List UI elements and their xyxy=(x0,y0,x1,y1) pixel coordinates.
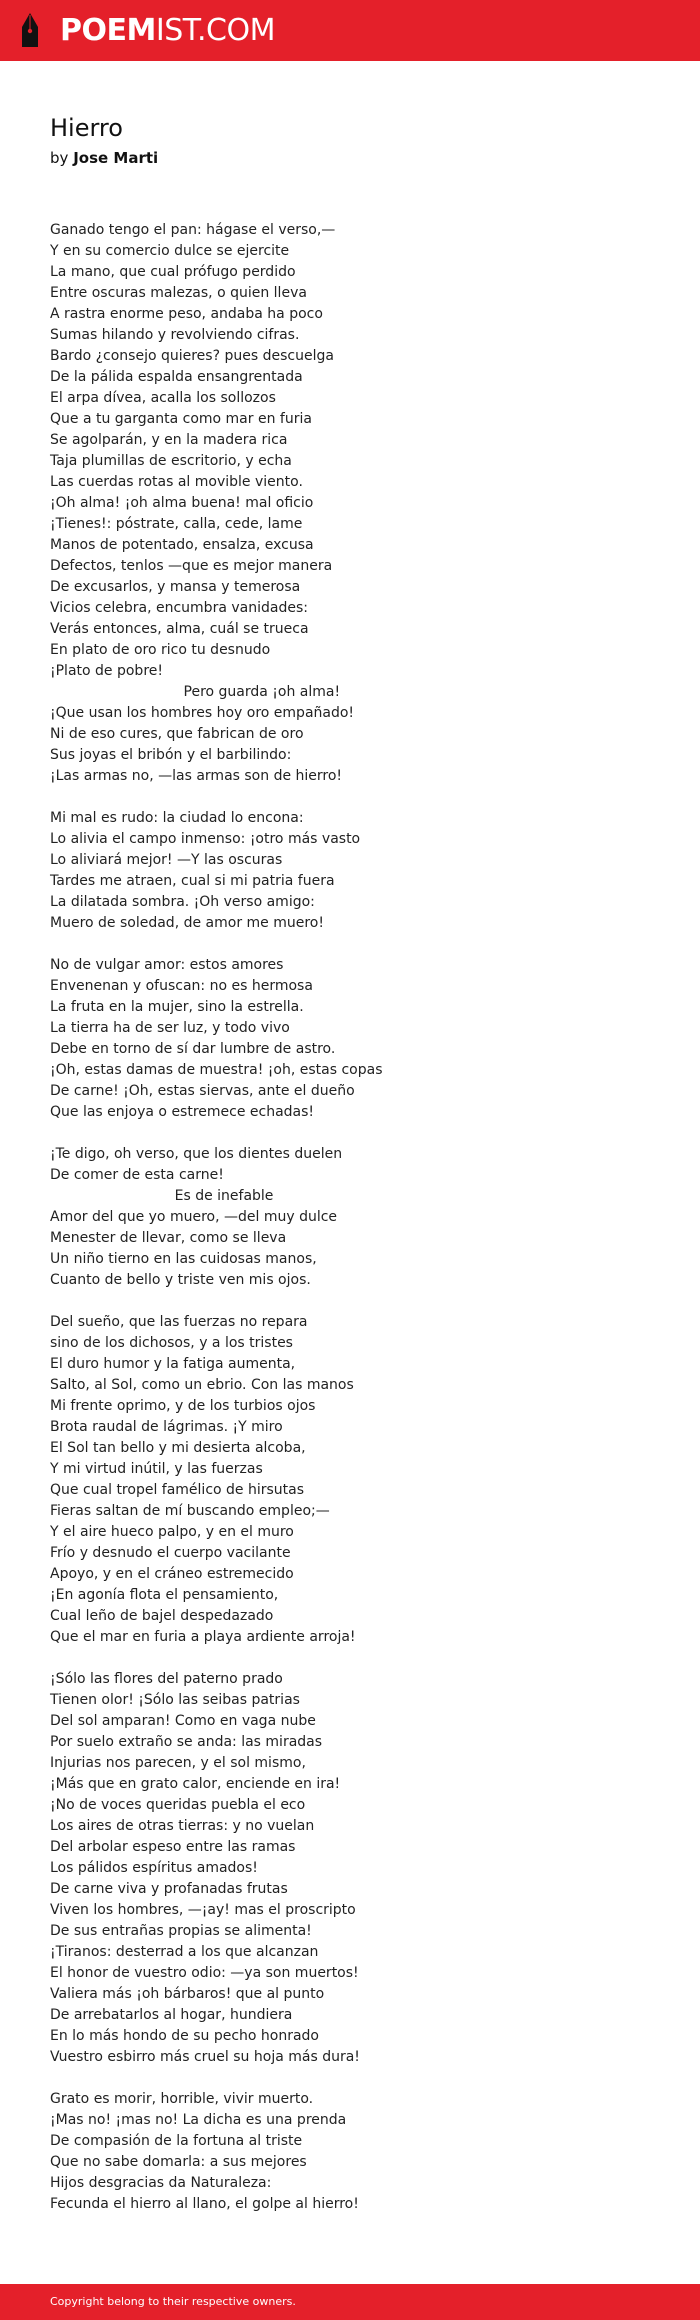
poem-line: Manos de potentado, ensalza, excusa xyxy=(50,537,314,553)
poem-line: sino de los dichosos, y a los tristes xyxy=(50,1335,293,1351)
poem-line: Entre oscuras malezas, o quien lleva xyxy=(50,285,307,301)
poem-line: ¡Tienes!: póstrate, calla, cede, lame xyxy=(50,516,303,532)
poem-stanza xyxy=(50,1669,670,2068)
poem-line: ¡Te digo, oh verso, que los dientes duelen xyxy=(50,1146,343,1162)
poem-line: Menester de llevar, como se lleva xyxy=(50,1230,287,1246)
poem-line: Envenenan y ofuscan: no es hermosa xyxy=(50,978,313,994)
poem-line: Lo aliviará mejor! —Y las oscuras xyxy=(50,852,283,868)
poem-line: Mi frente oprimo, y de los turbios ojos xyxy=(50,1398,316,1414)
stanza-break xyxy=(50,1648,670,1669)
poem-line: Que a tu garganta como mar en furia xyxy=(50,411,312,427)
poem-stanza xyxy=(50,1144,670,1291)
fountain-pen-nib-icon xyxy=(18,11,42,51)
poem-line: Fieras saltan de mí buscando empleo;— xyxy=(50,1503,330,1519)
stanza-break xyxy=(50,2068,670,2089)
poem-line: Y el aire hueco palpo, y en el muro xyxy=(50,1524,294,1540)
poem-line: Defectos, tenlos —que es mejor manera xyxy=(50,558,333,574)
poem-line: Vuestro esbirro más cruel su hoja más dura! xyxy=(50,2049,360,2065)
poem-line: Salto, al Sol, como un ebrio. Con las manos xyxy=(50,1377,354,1393)
poem-body xyxy=(50,220,670,2215)
poem-line: ¡Oh alma! ¡oh alma buena! mal oficio xyxy=(50,495,314,511)
poem-line: La mano, que cual prófugo perdido xyxy=(50,264,296,280)
poem-line: Viven los hombres, —¡ay! mas el proscripto xyxy=(50,1902,356,1918)
poem-line: Debe en torno de sí dar lumbre de astro. xyxy=(50,1041,336,1057)
poem-line: De sus entrañas propias se alimenta! xyxy=(50,1923,312,1939)
poem-line: De carne viva y profanadas frutas xyxy=(50,1881,288,1897)
poem-stanza xyxy=(50,808,670,934)
poem-line: Muero de soledad, de amor me muero! xyxy=(50,915,324,931)
poem-line: Y en su comercio dulce se ejercite xyxy=(50,243,290,259)
site-footer xyxy=(0,2284,700,2320)
poem-author[interactable]: Jose Marti xyxy=(73,149,159,167)
poem-line: Taja plumillas de escritorio, y echa xyxy=(50,453,292,469)
logo-wordmark-light: IST.COM xyxy=(155,13,275,48)
poem-line: ¡Que usan los hombres hoy oro empañado! xyxy=(50,705,355,721)
poem-line: Del sol amparan! Como en vaga nube xyxy=(50,1713,316,1729)
poem-line: Que cual tropel famélico de hirsutas xyxy=(50,1482,305,1498)
poem-line: Sus joyas el bribón y el barbilindo: xyxy=(50,747,292,763)
poem-line: Apoyo, y en el cráneo estremecido xyxy=(50,1566,294,1582)
stanza-break xyxy=(50,1123,670,1144)
poem-line: ¡Oh, estas damas de muestra! ¡oh, estas copas xyxy=(50,1062,383,1078)
poem-stanza xyxy=(50,2089,670,2215)
poem-line: Valiera más ¡oh bárbaros! que al punto xyxy=(50,1986,325,2002)
poem-line: No de vulgar amor: estos amores xyxy=(50,957,284,973)
poem-line: Tienen olor! ¡Sólo las seibas patrias xyxy=(50,1692,300,1708)
poem-line: Hijos desgracias da Naturaleza: xyxy=(50,2175,272,2191)
poem-line: Tardes me atraen, cual si mi patria fuera xyxy=(50,873,335,889)
poem-line: De la pálida espalda ensangrentada xyxy=(50,369,303,385)
poem-line: Cuanto de bello y triste ven mis ojos. xyxy=(50,1272,311,1288)
poem-line: ¡Las armas no, —las armas son de hierro! xyxy=(50,768,343,784)
poem-line: El duro humor y la fatiga aumenta, xyxy=(50,1356,296,1372)
poem-line: Sumas hilando y revolviendo cifras. xyxy=(50,327,300,343)
stanza-break xyxy=(50,934,670,955)
poem-stanza xyxy=(50,220,670,787)
poem-line: A rastra enorme peso, andaba ha poco xyxy=(50,306,323,322)
poem-byline xyxy=(50,148,158,168)
logo-wordmark-bold: POEM xyxy=(60,13,156,48)
poem-line: La dilatada sombra. ¡Oh verso amigo: xyxy=(50,894,315,910)
poem-line: De comer de esta carne! xyxy=(50,1167,224,1183)
poem-line: Del sueño, que las fuerzas no repara xyxy=(50,1314,308,1330)
poem-line: De excusarlos, y mansa y temerosa xyxy=(50,579,301,595)
poem-line: Brota raudal de lágrimas. ¡Y miro xyxy=(50,1419,283,1435)
poem-line: Se agolparán, y en la madera rica xyxy=(50,432,288,448)
poem-line: Por suelo extraño se anda: las miradas xyxy=(50,1734,323,1750)
poem-line: Y mi virtud inútil, y las fuerzas xyxy=(50,1461,263,1477)
poem-stanza xyxy=(50,955,670,1123)
poem-line: Un niño tierno en las cuidosas manos, xyxy=(50,1251,317,1267)
poem-line: El Sol tan bello y mi desierta alcoba, xyxy=(50,1440,306,1456)
poem-stanza xyxy=(50,1312,670,1648)
poem-line: Que el mar en furia a playa ardiente arroja! xyxy=(50,1629,356,1645)
poem-line: Del arbolar espeso entre las ramas xyxy=(50,1839,296,1855)
site-logo[interactable] xyxy=(18,11,275,51)
poem-line: Que las enjoya o estremece echadas! xyxy=(50,1104,315,1120)
poem-line: ¡Plato de pobre! xyxy=(50,663,163,679)
poem-line: Grato es morir, horrible, vivir muerto. xyxy=(50,2091,314,2107)
poem-line: De carne! ¡Oh, estas siervas, ante el dueño xyxy=(50,1083,355,1099)
poem-line: El arpa dívea, acalla los sollozos xyxy=(50,390,276,406)
stanza-break xyxy=(50,1291,670,1312)
poem-line: Ganado tengo el pan: hágase el verso,— xyxy=(50,222,336,238)
poem-line: Mi mal es rudo: la ciudad lo encona: xyxy=(50,810,304,826)
poem-line: Los pálidos espíritus amados! xyxy=(50,1860,258,1876)
footer-copyright: Copyright belong to their respective owners. xyxy=(50,2295,296,2308)
poem-line: Injurias nos parecen, y el sol mismo, xyxy=(50,1755,306,1771)
poem-line: Ni de eso cures, que fabrican de oro xyxy=(50,726,304,742)
poem-line: Cual leño de bajel despedazado xyxy=(50,1608,274,1624)
poem-line: Lo alivia el campo inmenso: ¡otro más vasto xyxy=(50,831,361,847)
poem-line: ¡Más que en grato calor, enciende en ira! xyxy=(50,1776,341,1792)
poem-line: De compasión de la fortuna al triste xyxy=(50,2133,303,2149)
poem-line: Bardo ¿consejo quieres? pues descuelga xyxy=(50,348,334,364)
byline-prefix: by xyxy=(50,149,69,167)
poem-line: Pero guarda ¡oh alma! xyxy=(50,684,341,700)
poem-line: El honor de vuestro odio: —ya son muertos! xyxy=(50,1965,359,1981)
poem-line: La tierra ha de ser luz, y todo vivo xyxy=(50,1020,290,1036)
poem-line: ¡Tiranos: desterrad a los que alcanzan xyxy=(50,1944,319,1960)
poem-line: Es de inefable xyxy=(50,1188,274,1204)
poem-line: De arrebatarlos al hogar, hundiera xyxy=(50,2007,293,2023)
poem-line: Verás entonces, alma, cuál se trueca xyxy=(50,621,309,637)
poem-line: Vicios celebra, encumbra vanidades: xyxy=(50,600,308,616)
poem-line: ¡Mas no! ¡mas no! La dicha es una prenda xyxy=(50,2112,347,2128)
poem-line: Los aires de otras tierras: y no vuelan xyxy=(50,1818,315,1834)
poem-line: Fecunda el hierro al llano, el golpe al hierro! xyxy=(50,2196,359,2212)
poem-line: ¡En agonía flota el pensamiento, xyxy=(50,1587,279,1603)
poem-line: En lo más hondo de su pecho honrado xyxy=(50,2028,320,2044)
poem-line: ¡Sólo las flores del paterno prado xyxy=(50,1671,283,1687)
poem-line: ¡No de voces queridas puebla el eco xyxy=(50,1797,306,1813)
poem-line: Que no sabe domarla: a sus mejores xyxy=(50,2154,307,2170)
poem-line: Frío y desnudo el cuerpo vacilante xyxy=(50,1545,291,1561)
logo-wordmark xyxy=(60,11,275,51)
poem-line: La fruta en la mujer, sino la estrella. xyxy=(50,999,304,1015)
poem-line: En plato de oro rico tu desnudo xyxy=(50,642,271,658)
poem-title: Hierro xyxy=(50,114,123,142)
poem-line: Amor del que yo muero, —del muy dulce xyxy=(50,1209,338,1225)
poem-line: Las cuerdas rotas al movible viento. xyxy=(50,474,303,490)
stanza-break xyxy=(50,787,670,808)
site-header xyxy=(0,0,700,61)
